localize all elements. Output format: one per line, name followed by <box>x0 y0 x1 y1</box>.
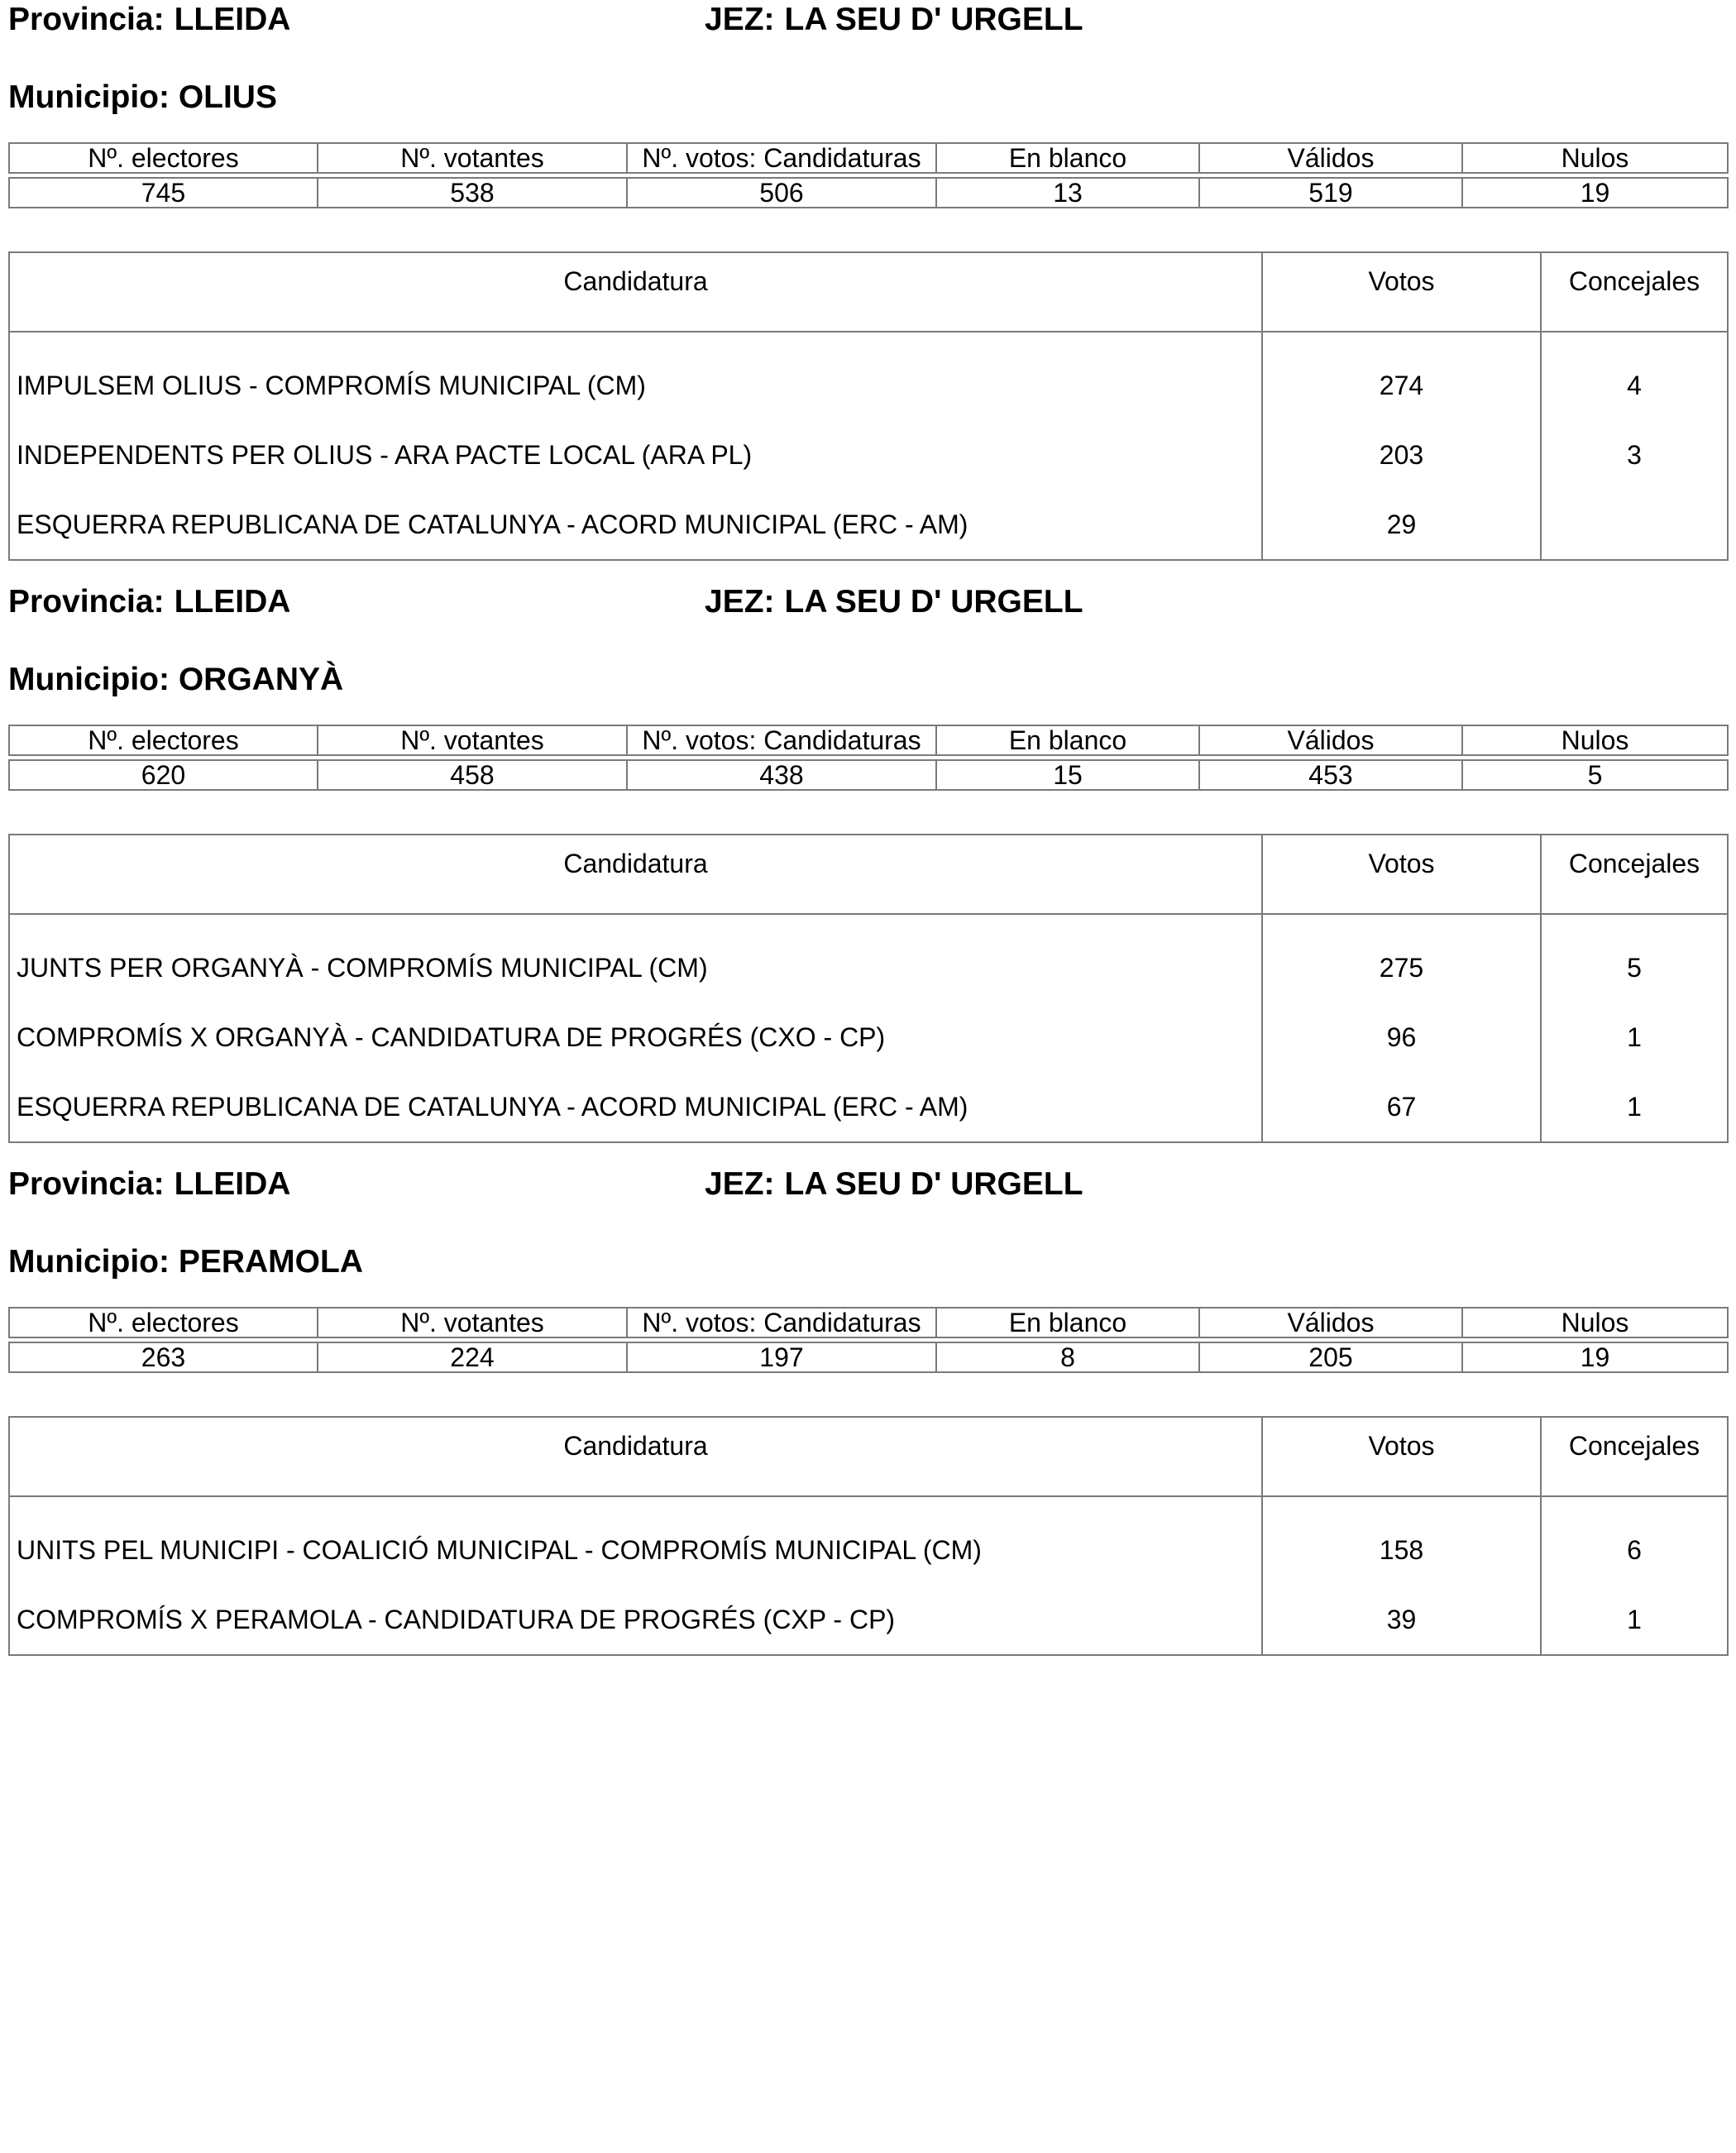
cand-header: Votos <box>1262 252 1541 332</box>
cand-name: JUNTS PER ORGANYÀ - COMPROMÍS MUNICIPAL (CM) <box>9 914 1262 1002</box>
cand-header: Candidatura <box>9 1417 1262 1496</box>
jez-label: JEZ: <box>705 584 775 620</box>
stats-header: Nulos <box>1462 143 1728 173</box>
stats-value: 197 <box>627 1342 936 1372</box>
stats-header: Nulos <box>1462 725 1728 755</box>
stats-value: 438 <box>627 760 936 790</box>
municipio-label: Municipio: <box>8 79 170 115</box>
provincia-heading <box>8 1168 290 1200</box>
cand-header: Concejales <box>1541 1417 1728 1496</box>
cand-header: Candidatura <box>9 252 1262 332</box>
stats-value: 5 <box>1462 760 1728 790</box>
stats-value: 8 <box>936 1342 1199 1372</box>
stats-header: Válidos <box>1199 725 1462 755</box>
stats-value: 263 <box>9 1342 318 1372</box>
stats-header: Nº. votos: Candidaturas <box>627 725 936 755</box>
municipio-value: PERAMOLA <box>178 1244 363 1280</box>
cand-votos: 29 <box>1262 490 1541 560</box>
stats-header: Nº. votantes <box>318 725 627 755</box>
cand-row <box>9 490 1728 560</box>
stats-value-row <box>9 1342 1728 1372</box>
cand-row <box>9 914 1728 1002</box>
jez-heading <box>705 1168 1083 1200</box>
cand-name: COMPROMÍS X ORGANYÀ - CANDIDATURA DE PROGRÉS (CXO - CP) <box>9 1002 1262 1072</box>
cand-header: Candidatura <box>9 835 1262 914</box>
stats-header: Válidos <box>1199 143 1462 173</box>
cand-name: COMPROMÍS X PERAMOLA - CANDIDATURA DE PROGRÉS (CXP - CP) <box>9 1585 1262 1655</box>
municipio-value: OLIUS <box>178 79 277 115</box>
municipio-value: ORGANYÀ <box>178 662 344 697</box>
cand-header: Votos <box>1262 1417 1541 1496</box>
stats-value-row <box>9 760 1728 790</box>
stats-header: Válidos <box>1199 1308 1462 1337</box>
stats-header: Nº. electores <box>9 725 318 755</box>
section-header <box>8 1165 1727 1330</box>
cand-name: IMPULSEM OLIUS - COMPROMÍS MUNICIPAL (CM) <box>9 332 1262 420</box>
cand-concejales: 1 <box>1541 1585 1728 1655</box>
cand-votos: 203 <box>1262 420 1541 490</box>
stats-header: Nº. votos: Candidaturas <box>627 143 936 173</box>
jez-value: LA SEU D' URGELL <box>784 584 1083 620</box>
cand-votos: 39 <box>1262 1585 1541 1655</box>
stats-value: 13 <box>936 178 1199 208</box>
cand-concejales <box>1541 490 1728 560</box>
stats-header: Nº. electores <box>9 1308 318 1337</box>
provincia-heading <box>8 3 290 36</box>
stats-table <box>8 725 1729 791</box>
stats-header: Nº. votantes <box>318 143 627 173</box>
stats-table <box>8 142 1729 208</box>
cand-concejales: 6 <box>1541 1496 1728 1585</box>
provincia-value: LLEIDA <box>174 2 291 37</box>
jez-heading <box>705 586 1083 618</box>
jez-label: JEZ: <box>705 2 775 37</box>
cand-name: INDEPENDENTS PER OLIUS - ARA PACTE LOCAL (ARA PL) <box>9 420 1262 490</box>
stats-header-row <box>9 1308 1728 1337</box>
section-header <box>8 0 1727 165</box>
stats-value: 519 <box>1199 178 1462 208</box>
municipio-label: Municipio: <box>8 1244 170 1280</box>
cand-name: ESQUERRA REPUBLICANA DE CATALUNYA - ACORD MUNICIPAL (ERC - AM) <box>9 490 1262 560</box>
stats-header: Nº. votos: Candidaturas <box>627 1308 936 1337</box>
section-olius <box>8 0 1727 539</box>
stats-header: En blanco <box>936 725 1199 755</box>
jez-value: LA SEU D' URGELL <box>784 2 1083 37</box>
municipio-heading <box>8 663 343 696</box>
provincia-heading <box>8 586 290 618</box>
cand-votos: 158 <box>1262 1496 1541 1585</box>
provincia-label: Provincia: <box>8 2 165 37</box>
cand-header-row <box>9 1417 1728 1496</box>
stats-value: 19 <box>1462 178 1728 208</box>
candidaturas-table <box>8 251 1729 561</box>
cand-row <box>9 332 1728 420</box>
stats-value: 453 <box>1199 760 1462 790</box>
stats-header: Nulos <box>1462 1308 1728 1337</box>
stats-value: 205 <box>1199 1342 1462 1372</box>
cand-header: Votos <box>1262 835 1541 914</box>
stats-value: 620 <box>9 760 318 790</box>
stats-header: En blanco <box>936 143 1199 173</box>
cand-concejales: 5 <box>1541 914 1728 1002</box>
municipio-heading <box>8 1246 363 1278</box>
stats-header: Nº. electores <box>9 143 318 173</box>
cand-votos: 67 <box>1262 1072 1541 1142</box>
cand-concejales: 1 <box>1541 1002 1728 1072</box>
jez-value: LA SEU D' URGELL <box>784 1166 1083 1202</box>
section-peramola <box>8 1165 1727 1634</box>
municipio-label: Municipio: <box>8 662 170 697</box>
cand-header-row <box>9 252 1728 332</box>
stats-value: 745 <box>9 178 318 208</box>
stats-header: En blanco <box>936 1308 1199 1337</box>
stats-value-row <box>9 178 1728 208</box>
cand-header-row <box>9 835 1728 914</box>
cand-header: Concejales <box>1541 252 1728 332</box>
cand-name: ESQUERRA REPUBLICANA DE CATALUNYA - ACORD MUNICIPAL (ERC - AM) <box>9 1072 1262 1142</box>
cand-votos: 275 <box>1262 914 1541 1002</box>
stats-table <box>8 1307 1729 1373</box>
provincia-label: Provincia: <box>8 1166 165 1202</box>
provincia-label: Provincia: <box>8 584 165 620</box>
stats-value: 458 <box>318 760 627 790</box>
cand-row <box>9 1072 1728 1142</box>
provincia-value: LLEIDA <box>174 1166 291 1202</box>
cand-row <box>9 420 1728 490</box>
stats-value: 15 <box>936 760 1199 790</box>
section-header <box>8 582 1727 748</box>
cand-header: Concejales <box>1541 835 1728 914</box>
candidaturas-table <box>8 834 1729 1143</box>
cand-concejales: 4 <box>1541 332 1728 420</box>
cand-votos: 274 <box>1262 332 1541 420</box>
candidaturas-table <box>8 1416 1729 1656</box>
cand-votos: 96 <box>1262 1002 1541 1072</box>
stats-header-row <box>9 143 1728 173</box>
cand-row <box>9 1002 1728 1072</box>
cand-concejales: 1 <box>1541 1072 1728 1142</box>
jez-heading <box>705 3 1083 36</box>
cand-name: UNITS PEL MUNICIPI - COALICIÓ MUNICIPAL - COMPROMÍS MUNICIPAL (CM) <box>9 1496 1262 1585</box>
stats-value: 538 <box>318 178 627 208</box>
provincia-value: LLEIDA <box>174 584 291 620</box>
stats-value: 224 <box>318 1342 627 1372</box>
stats-value: 506 <box>627 178 936 208</box>
stats-header: Nº. votantes <box>318 1308 627 1337</box>
municipio-heading <box>8 81 277 113</box>
jez-label: JEZ: <box>705 1166 775 1202</box>
stats-header-row <box>9 725 1728 755</box>
cand-row <box>9 1496 1728 1585</box>
stats-value: 19 <box>1462 1342 1728 1372</box>
cand-row <box>9 1585 1728 1655</box>
cand-concejales: 3 <box>1541 420 1728 490</box>
section-organya <box>8 582 1727 1122</box>
